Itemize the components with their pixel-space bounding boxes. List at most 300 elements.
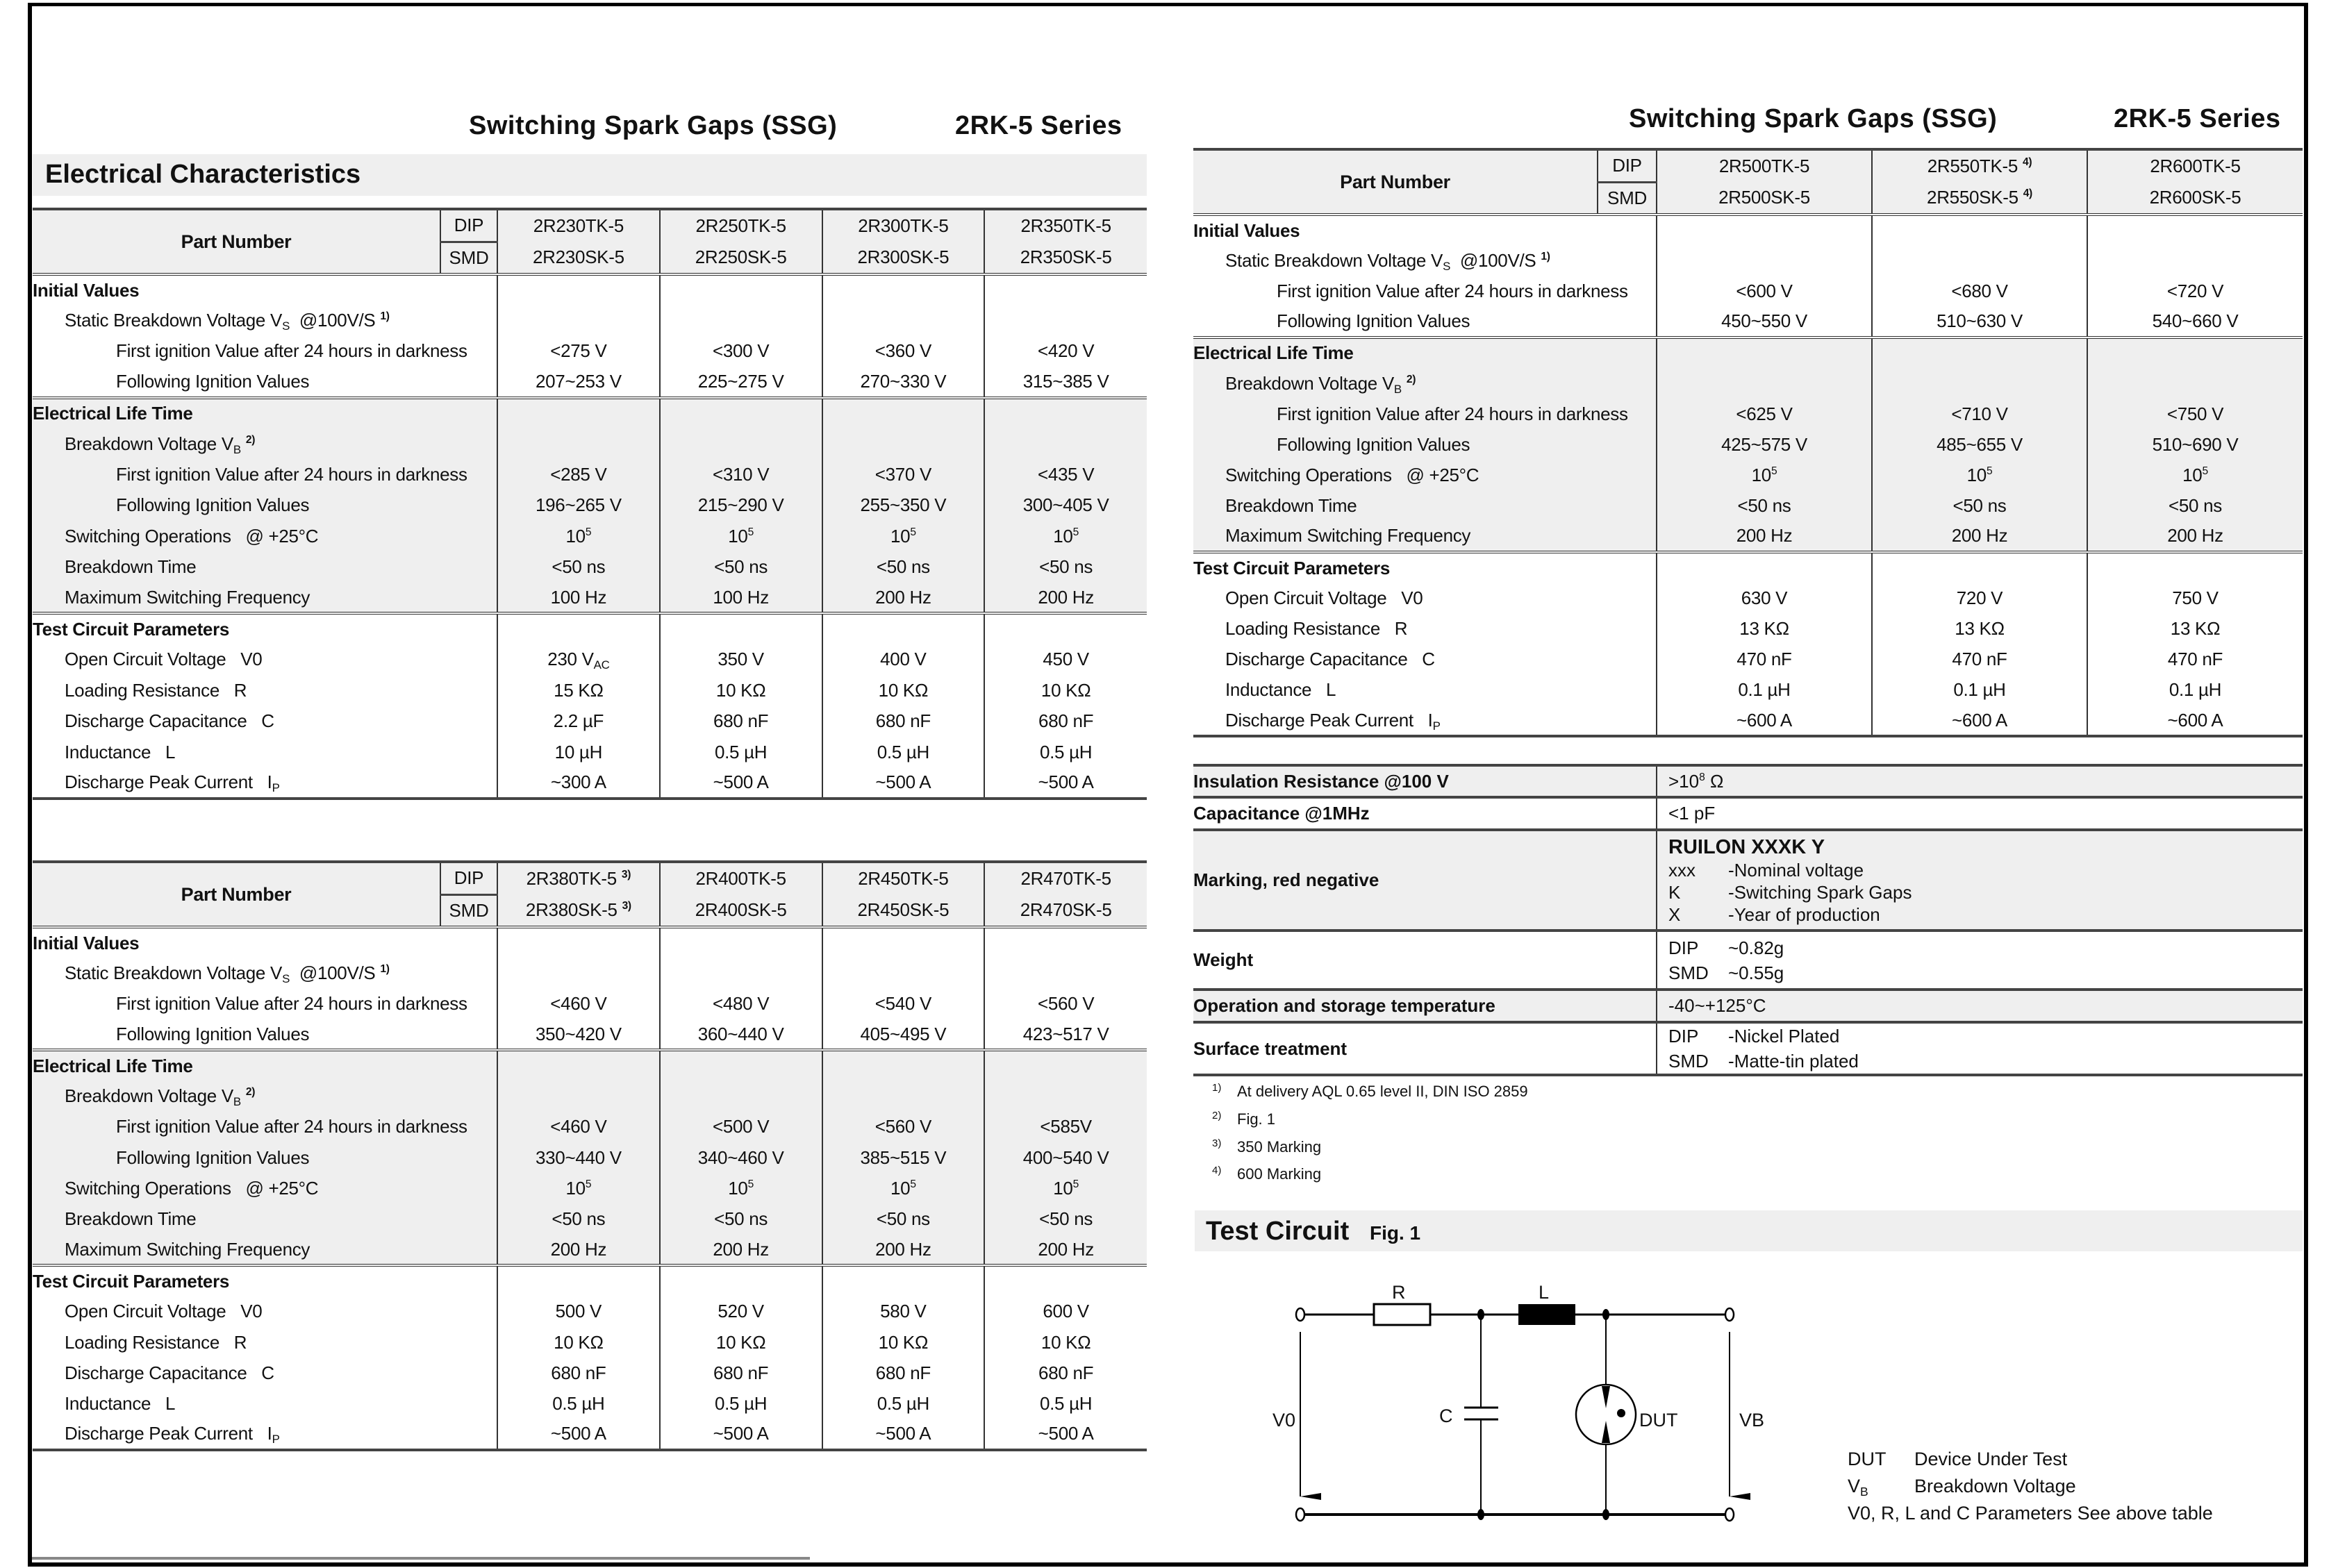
row-label: First ignition Value after 24 hours in darkness — [1277, 280, 1628, 301]
breakdown-time-row — [33, 552, 1147, 583]
dip-part-number: 2R550TK-5 $^{4)}$ — [1872, 149, 2087, 182]
row-value: 510~690 V — [2087, 429, 2303, 460]
row-value: <50 ns — [822, 552, 985, 583]
row-value: 0.5 µH — [660, 737, 822, 767]
row-value: 0.1 µH — [1657, 675, 1872, 706]
general-properties-table — [1193, 764, 2303, 1076]
row-value: 10 KΩ — [660, 1327, 822, 1358]
row-value — [1657, 552, 1872, 583]
row-value: <50 ns — [984, 1204, 1147, 1235]
row-value: 200 Hz — [822, 1235, 985, 1265]
row-value: <285 V — [497, 459, 660, 490]
row-label: Loading Resistance R — [65, 1331, 247, 1353]
loading-resistance-row — [33, 675, 1147, 706]
row-value — [822, 1081, 985, 1111]
row-label: First ignition Value after 24 hours in darkness — [33, 1112, 497, 1142]
row-value: 0.5 µH — [822, 737, 985, 767]
row-value: ~500 A — [984, 767, 1147, 798]
row-value: 425~575 V — [1657, 429, 1872, 460]
row-value: 423~517 V — [984, 1019, 1147, 1050]
row-value — [497, 958, 660, 988]
row-value — [822, 305, 985, 335]
smd-part-number: 2R350SK-5 — [984, 242, 1147, 274]
test-circuit-heading — [1193, 552, 2303, 583]
row-value: 10 KΩ — [497, 1327, 660, 1358]
row-label: Discharge Peak Current $I_P$ — [33, 1419, 497, 1450]
row-label: First ignition Value after 24 hours in darkness — [116, 993, 467, 1015]
row-value: 680 nF — [822, 706, 985, 736]
life-first-ignition-row — [33, 459, 1147, 490]
discharge-peak-current-row — [33, 1419, 1147, 1450]
static-breakdown-row — [33, 958, 1147, 988]
row-value: $10^5$ — [497, 521, 660, 551]
row-value: 0.5 µH — [497, 1388, 660, 1419]
pkg-dip-label: DIP — [440, 862, 497, 894]
row-label: Following Ignition Values — [1193, 429, 1657, 460]
legend-vb: $V_B$ Breakdown Voltage — [1848, 1476, 2076, 1499]
inductance-row — [33, 1388, 1147, 1419]
row-label: Following Ignition Values — [116, 370, 310, 392]
row-label: Following Ignition Values — [33, 1142, 497, 1173]
initial-following-ignition-row — [1193, 307, 2303, 337]
row-value — [822, 1050, 985, 1081]
label-v0: V0 — [1272, 1410, 1296, 1431]
row-value — [660, 613, 822, 644]
initial-values-heading — [33, 274, 1147, 305]
row-value: <300 V — [660, 336, 822, 367]
row-value: <585V — [984, 1112, 1147, 1142]
temperature-row — [1193, 990, 2303, 1022]
marking-row — [1193, 830, 2303, 931]
row-value: $10^5$ — [497, 1173, 660, 1203]
section-heading: Electrical Characteristics — [45, 160, 361, 189]
legend-line: K -Switching Spark Gaps — [1668, 881, 1912, 903]
life-time-heading — [33, 398, 1147, 428]
row-value: <480 V — [660, 989, 822, 1019]
row-value — [984, 1265, 1147, 1296]
label-r: R — [1392, 1282, 1406, 1303]
row-value: 10 KΩ — [984, 1327, 1147, 1358]
row-value: <420 V — [984, 336, 1147, 367]
weight-value — [1657, 931, 2303, 990]
row-label: Discharge Peak Current $I_P$ — [1193, 706, 1657, 736]
row-value: 100 Hz — [497, 583, 660, 613]
surface-row — [1193, 1022, 2303, 1075]
row-value: 10 KΩ — [660, 675, 822, 706]
row-label: Static Breakdown Voltage $V_S$ @100V/S $^{1)}$ — [1225, 249, 1550, 273]
breakdown-voltage-row — [33, 428, 1147, 459]
dip-part-number: 2R500TK-5 — [1657, 149, 1872, 182]
row-value — [660, 1081, 822, 1111]
dip-part-number: 2R450TK-5 — [822, 862, 985, 894]
legend-line: X -Year of production — [1668, 903, 1880, 925]
row-label: Maximum Switching Frequency — [1193, 522, 1657, 552]
row-label: Switching Operations @ +25°C — [33, 1173, 497, 1203]
row-label: Initial Values — [33, 927, 497, 958]
life-time-heading — [33, 1050, 1147, 1081]
row-value — [660, 398, 822, 428]
initial-following-ignition-row — [33, 1019, 1147, 1050]
part-number-label: Part Number — [33, 862, 440, 927]
row-value: 330~440 V — [497, 1142, 660, 1173]
row-label: Test Circuit Parameters — [33, 613, 497, 644]
row-value — [822, 958, 985, 988]
legend-dut: DUT Device Under Test — [1848, 1449, 2068, 1469]
row-value: 360~440 V — [660, 1019, 822, 1050]
row-value: $10^5$ — [984, 1173, 1147, 1203]
footnotes — [1212, 1082, 1528, 1192]
row-value: 400~540 V — [984, 1142, 1147, 1173]
row-value: <275 V — [497, 336, 660, 367]
max-switching-frequency-row — [33, 583, 1147, 613]
pkg-dip-label: DIP — [1598, 149, 1657, 182]
part-number-row-dip — [1193, 149, 2303, 182]
row-value: 385~515 V — [822, 1142, 985, 1173]
pkg-smd-label: SMD — [440, 894, 497, 927]
row-value: <500 V — [660, 1112, 822, 1142]
marking-value — [1657, 830, 2303, 931]
row-value — [822, 613, 985, 644]
dip-part-number: 2R470TK-5 — [984, 862, 1147, 894]
row-value: <625 V — [1657, 399, 1872, 429]
row-value: ~500 A — [984, 1419, 1147, 1450]
row-value: 520 V — [660, 1296, 822, 1327]
row-value — [1657, 368, 1872, 399]
row-value: 470 nF — [1657, 644, 1872, 675]
row-value: $10^5$ — [822, 521, 985, 551]
row-value: $10^5$ — [660, 521, 822, 551]
row-value: 300~405 V — [984, 490, 1147, 521]
row-value: 340~460 V — [660, 1142, 822, 1173]
inductance-row — [1193, 675, 2303, 706]
legend-line: SMD ~0.55g — [1668, 962, 1784, 983]
row-value — [497, 274, 660, 305]
row-value: 225~275 V — [660, 367, 822, 397]
row-label: First ignition Value after 24 hours in darkness — [1193, 399, 1657, 429]
life-following-ignition-row — [1193, 429, 2303, 460]
legend-line: DIP -Nickel Plated — [1668, 1026, 1840, 1046]
discharge-capacitance-row — [33, 1358, 1147, 1388]
row-value: <435 V — [984, 459, 1147, 490]
row-value: $10^5$ — [984, 521, 1147, 551]
weight-label: Weight — [1193, 931, 1657, 990]
row-value: 0.5 µH — [822, 1388, 985, 1419]
dut-spark-gap-icon — [1576, 1315, 1636, 1515]
switching-operations-row — [33, 521, 1147, 551]
row-value: 680 nF — [497, 1358, 660, 1388]
row-value: 13 KΩ — [1657, 613, 1872, 644]
test-circuit-title: Test Circuit — [1206, 1217, 1350, 1246]
row-value — [984, 398, 1147, 428]
row-value: 215~290 V — [660, 490, 822, 521]
row-value — [497, 927, 660, 958]
smd-part-number: 2R470SK-5 — [984, 894, 1147, 927]
row-label: Inductance L — [65, 741, 176, 762]
legend-note: V0, R, L and C Parameters See above table — [1848, 1503, 2213, 1524]
row-value: 470 nF — [2087, 644, 2303, 675]
initial-first-ignition-row — [1193, 276, 2303, 306]
row-value: <310 V — [660, 459, 822, 490]
smd-part-number: 2R400SK-5 — [660, 894, 822, 927]
pkg-dip-label: DIP — [440, 209, 497, 242]
max-switching-frequency-row — [1193, 522, 2303, 552]
capacitance-row — [1193, 797, 2303, 830]
dip-part-number: 2R230TK-5 — [497, 209, 660, 242]
legend-line: DIP ~0.82g — [1668, 937, 1784, 958]
surface-label: Surface treatment — [1193, 1022, 1657, 1075]
row-value: 270~330 V — [822, 367, 985, 397]
row-value: 470 nF — [1872, 644, 2087, 675]
marking-code: RUILON XXXK Y — [1668, 835, 1825, 858]
marking-label: Marking, red negative — [1193, 830, 1657, 931]
temperature-value: -40~+125°C — [1657, 990, 2303, 1022]
discharge-peak-current-row — [33, 767, 1147, 798]
row-value — [1872, 552, 2087, 583]
row-label: Breakdown Voltage $V_B$ $^{2)}$ — [33, 1081, 497, 1111]
row-value: <560 V — [984, 989, 1147, 1019]
row-value: 200 Hz — [1657, 522, 1872, 552]
row-value: <600 V — [1657, 276, 1872, 306]
dip-part-number: 2R600TK-5 — [2087, 149, 2303, 182]
row-value — [984, 1050, 1147, 1081]
row-label: Maximum Switching Frequency — [33, 583, 497, 613]
row-value — [497, 1265, 660, 1296]
row-label: Inductance L — [65, 1393, 176, 1415]
row-value — [822, 1265, 985, 1296]
row-value: <720 V — [2087, 276, 2303, 306]
capacitance-label: Capacitance @1MHz — [1193, 797, 1657, 830]
row-value — [822, 927, 985, 958]
dip-part-number: 2R350TK-5 — [984, 209, 1147, 242]
row-value: ~500 A — [822, 1419, 985, 1450]
open-circuit-voltage-row — [33, 644, 1147, 675]
pkg-smd-label: SMD — [1598, 182, 1657, 215]
row-label: Inductance L — [1225, 679, 1336, 701]
row-value — [2087, 215, 2303, 245]
row-label: Maximum Switching Frequency — [33, 1235, 497, 1265]
row-value — [1872, 245, 2087, 276]
part-number-label: Part Number — [1193, 149, 1598, 215]
row-value: <50 ns — [497, 552, 660, 583]
life-following-ignition-row — [33, 1142, 1147, 1173]
smd-part-number: 2R550SK-5 $^{4)}$ — [1872, 182, 2087, 215]
row-value — [1657, 337, 1872, 368]
row-label: Initial Values — [1193, 215, 1657, 245]
row-value — [660, 958, 822, 988]
row-value: 196~265 V — [497, 490, 660, 521]
row-value — [822, 428, 985, 459]
row-value: <460 V — [497, 1112, 660, 1142]
row-label: Test Circuit Parameters — [1193, 552, 1657, 583]
row-value: 10 KΩ — [822, 675, 985, 706]
initial-values-heading — [1193, 215, 2303, 245]
label-dut: DUT — [1639, 1410, 1678, 1431]
row-label: Electrical Life Time — [33, 1050, 497, 1081]
row-value — [984, 958, 1147, 988]
row-value: <50 ns — [497, 1204, 660, 1235]
static-breakdown-row — [33, 305, 1147, 335]
initial-first-ignition-row — [33, 336, 1147, 367]
row-label: Discharge Capacitance C — [65, 1362, 274, 1383]
row-label: Electrical Life Time — [33, 398, 497, 428]
row-value: $10^5$ — [1657, 460, 1872, 491]
breakdown-voltage-row — [33, 1081, 1147, 1111]
row-value: 10 µH — [497, 737, 660, 767]
breakdown-time-row — [1193, 491, 2303, 522]
row-value: 0.5 µH — [660, 1388, 822, 1419]
row-value: 680 nF — [660, 1358, 822, 1388]
row-label: Initial Values — [33, 274, 497, 305]
row-value: 10 KΩ — [822, 1327, 985, 1358]
test-circuit-diagram — [1264, 1264, 1792, 1542]
row-label: Loading Resistance R — [1225, 618, 1408, 640]
footnote-3: 3) 350 Marking — [1212, 1137, 1322, 1156]
row-value: 13 KΩ — [2087, 613, 2303, 644]
static-breakdown-row — [1193, 245, 2303, 276]
row-value: 680 nF — [660, 706, 822, 736]
row-label: Breakdown Time — [33, 1204, 497, 1235]
row-value: 540~660 V — [2087, 307, 2303, 337]
row-label: Discharge Capacitance C — [1225, 649, 1435, 670]
initial-following-ignition-row — [33, 367, 1147, 397]
row-label: Loading Resistance R — [65, 679, 247, 701]
left-page-series: 2RK-5 Series — [955, 111, 1122, 140]
row-value: 200 Hz — [984, 583, 1147, 613]
smd-part-number: 2R300SK-5 — [822, 242, 985, 274]
row-label: First ignition Value after 24 hours in darkness — [33, 459, 497, 490]
row-label: First ignition Value after 24 hours in darkness — [116, 340, 467, 362]
row-value: 510~630 V — [1872, 307, 2087, 337]
discharge-capacitance-row — [1193, 644, 2303, 675]
row-value: $10^5$ — [1872, 460, 2087, 491]
row-value — [660, 305, 822, 335]
footnote-4: 4) 600 Marking — [1212, 1165, 1322, 1183]
row-value: 0.1 µH — [2087, 675, 2303, 706]
marking-legend — [1668, 859, 2303, 926]
row-value: 10 KΩ — [984, 675, 1147, 706]
row-value: 680 nF — [822, 1358, 985, 1388]
row-value: <680 V — [1872, 276, 2087, 306]
max-switching-frequency-row — [33, 1235, 1147, 1265]
circuit-legend — [1848, 1446, 2213, 1527]
row-value: 13 KΩ — [1872, 613, 2087, 644]
row-value: 0.5 µH — [984, 737, 1147, 767]
row-value: <710 V — [1872, 399, 2087, 429]
left-page-title: Switching Spark Gaps (SSG) — [469, 111, 838, 140]
row-value: $10^5$ — [822, 1173, 985, 1203]
row-value: 405~495 V — [822, 1019, 985, 1050]
switching-operations-row — [33, 1173, 1147, 1203]
row-value: 350 V — [660, 644, 822, 675]
row-value: 255~350 V — [822, 490, 985, 521]
row-value: 200 Hz — [1872, 522, 2087, 552]
initial-first-ignition-row — [33, 989, 1147, 1019]
row-label: Breakdown Voltage $V_B$ $^{2)}$ — [33, 428, 497, 459]
footnote-1: 1) At delivery AQL 0.65 level II, DIN ISO 2859 — [1212, 1082, 1528, 1100]
smd-part-number: 2R600SK-5 — [2087, 182, 2303, 215]
row-value: 100 Hz — [660, 583, 822, 613]
row-value — [497, 398, 660, 428]
page-border-bottom-shadow — [32, 1557, 810, 1560]
surface-value — [1657, 1022, 2303, 1075]
row-value — [984, 613, 1147, 644]
row-value: 0.1 µH — [1872, 675, 2087, 706]
dip-part-number: 2R400TK-5 — [660, 862, 822, 894]
row-value: 450~550 V — [1657, 307, 1872, 337]
row-value — [497, 613, 660, 644]
row-value: $10^5$ — [660, 1173, 822, 1203]
part-number-row-dip — [33, 209, 1147, 242]
row-value: ~600 A — [1657, 706, 1872, 736]
inductance-row — [33, 737, 1147, 767]
row-value: 15 KΩ — [497, 675, 660, 706]
row-value: 450 V — [984, 644, 1147, 675]
row-value: 680 nF — [984, 1358, 1147, 1388]
row-value — [2087, 552, 2303, 583]
row-value: 2.2 µF — [497, 706, 660, 736]
row-value: ~600 A — [2087, 706, 2303, 736]
row-value: <50 ns — [660, 1204, 822, 1235]
row-value: 680 nF — [984, 706, 1147, 736]
loading-resistance-row — [33, 1327, 1147, 1358]
row-label: Electrical Life Time — [1193, 337, 1657, 368]
row-value: 750 V — [2087, 583, 2303, 613]
insulation-value: $>10^8$ Ω — [1657, 765, 2303, 797]
life-first-ignition-row — [33, 1112, 1147, 1142]
insulation-row — [1193, 765, 2303, 797]
row-value — [497, 1081, 660, 1111]
row-value — [2087, 368, 2303, 399]
legend-line: SMD -Matte-tin plated — [1668, 1051, 1859, 1071]
row-value — [2087, 245, 2303, 276]
row-label: Following Ignition Values — [1277, 310, 1470, 332]
row-value: <370 V — [822, 459, 985, 490]
row-value: <50 ns — [2087, 491, 2303, 522]
row-value: <460 V — [497, 989, 660, 1019]
dip-part-number: 2R300TK-5 — [822, 209, 985, 242]
test-circuit-fig: Fig. 1 — [1370, 1222, 1421, 1244]
part-number-label: Part Number — [33, 209, 440, 274]
temperature-label: Operation and storage temperature — [1193, 990, 1657, 1022]
row-label: Switching Operations @ +25°C — [1193, 460, 1657, 491]
smd-part-number: 2R250SK-5 — [660, 242, 822, 274]
row-value — [497, 305, 660, 335]
row-value — [984, 305, 1147, 335]
row-value — [660, 1265, 822, 1296]
row-value — [2087, 337, 2303, 368]
page-border-top — [28, 3, 2308, 6]
capacitance-value: <1 pF — [1657, 797, 2303, 830]
loading-resistance-row — [1193, 613, 2303, 644]
electrical-characteristics-band — [33, 154, 1147, 196]
row-value: 200 Hz — [497, 1235, 660, 1265]
row-value: <750 V — [2087, 399, 2303, 429]
test-circuit-band — [1195, 1210, 2303, 1251]
row-value — [1872, 368, 2087, 399]
row-value — [497, 1050, 660, 1081]
row-value: ~600 A — [1872, 706, 2087, 736]
row-value — [984, 927, 1147, 958]
right-page-series: 2RK-5 Series — [2114, 104, 2281, 133]
row-label: Breakdown Time — [33, 552, 497, 583]
row-value: 207~253 V — [497, 367, 660, 397]
row-value: 315~385 V — [984, 367, 1147, 397]
row-value: 200 Hz — [660, 1235, 822, 1265]
row-value: ~500 A — [497, 1419, 660, 1450]
initial-values-heading — [33, 927, 1147, 958]
row-value: 600 V — [984, 1296, 1147, 1327]
row-value: 200 Hz — [822, 583, 985, 613]
